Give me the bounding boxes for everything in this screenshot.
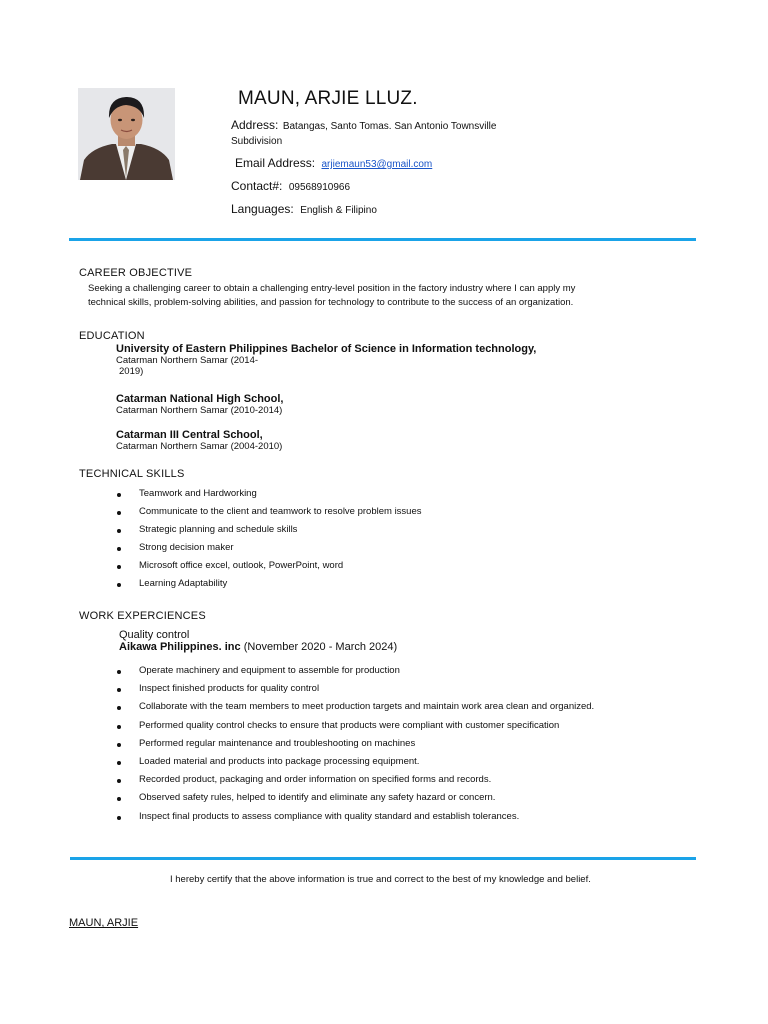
technical-skills-heading: TECHNICAL SKILLS — [79, 468, 185, 480]
bullet-icon — [117, 706, 121, 710]
list-item — [117, 578, 422, 596]
bullet-icon — [117, 816, 121, 820]
email-label: Email Address: — [235, 156, 316, 170]
languages-row — [231, 200, 377, 218]
job-header — [119, 629, 397, 653]
list-item — [117, 542, 422, 560]
list-item-text: Observed safety rules, helped to identify and eliminate any safety hazard or concern. — [139, 792, 496, 804]
school-name: University of Eastern Philippines Bachelor of Science in Information technology, — [116, 343, 537, 355]
bullet-icon — [117, 583, 121, 587]
career-objective-line: Seeking a challenging career to obtain a challenging entry-level position in the factory industry where I can apply my — [88, 283, 576, 294]
list-item-text: Microsoft office excel, outlook, PowerPoint, word — [139, 560, 344, 571]
email-row — [235, 154, 432, 172]
list-item — [117, 701, 594, 719]
school-detail-continued: 2019) — [119, 366, 144, 377]
job-company-row — [119, 641, 397, 653]
school-detail: Catarman Northern Samar (2004-2010) — [116, 441, 283, 452]
list-item-text: Inspect final products to assess compliance with quality standard and establish tolerances. — [139, 810, 520, 822]
contact-row — [231, 177, 350, 195]
career-objective-line: technical skills, problem-solving abilities, and passion for technology to contribute to the success of an organization. — [88, 297, 574, 308]
list-item — [117, 506, 422, 524]
bullet-icon — [117, 547, 121, 551]
list-item-text: Recorded product, packaging and order information on specified forms and records. — [139, 774, 492, 786]
list-item — [117, 524, 422, 542]
list-item-text: Performed quality control checks to ensure that products were compliant with customer specification — [139, 719, 560, 731]
bullet-icon — [117, 670, 121, 674]
bullet-icon — [117, 688, 121, 692]
address-line2: Subdivision — [231, 136, 283, 147]
list-item-text: Learning Adaptability — [139, 578, 228, 589]
bullet-icon — [117, 779, 121, 783]
list-item-text: Teamwork and Hardworking — [139, 488, 257, 499]
list-item — [117, 792, 594, 810]
school-detail: Catarman Northern Samar (2014- — [116, 355, 259, 366]
list-item-text: Strong decision maker — [139, 542, 234, 553]
languages-value: English & Filipino — [300, 205, 377, 216]
list-item-text: Communicate to the client and teamwork to resolve problem issues — [139, 506, 422, 517]
education-item — [116, 343, 536, 377]
email-link[interactable]: arjiemaun53@gmail.com — [321, 159, 433, 170]
list-item — [117, 774, 594, 792]
work-duties-list — [117, 665, 594, 829]
list-item-text: Inspect finished products for quality control — [139, 683, 320, 695]
skills-list — [117, 488, 422, 596]
profile-photo — [78, 88, 175, 180]
list-item — [117, 756, 594, 774]
education-item — [116, 429, 282, 452]
bullet-icon — [117, 743, 121, 747]
list-item — [117, 488, 422, 506]
school-name: Catarman III Central School, — [116, 429, 263, 441]
list-item-text: Performed regular maintenance and troubleshooting on machines — [139, 737, 416, 749]
footer-divider — [70, 857, 696, 860]
list-item — [117, 720, 594, 738]
job-period: (November 2020 - March 2024) — [243, 641, 398, 653]
school-detail: Catarman Northern Samar (2010-2014) — [116, 405, 283, 416]
list-item — [117, 811, 594, 829]
contact-value: 09568910966 — [288, 182, 351, 193]
list-item-text: Loaded material and products into package processing equipment. — [139, 755, 420, 767]
address-value: Batangas, Santo Tomas. San Antonio Townsville — [282, 121, 497, 132]
list-item-text: Strategic planning and schedule skills — [139, 524, 298, 535]
list-item-text: Operate machinery and equipment to assemble for production — [139, 665, 400, 676]
list-item — [117, 738, 594, 756]
list-item — [117, 665, 594, 683]
signature-name: MAUN, ARJIE — [69, 917, 139, 929]
contact-label: Contact#: — [231, 179, 283, 193]
job-company: Aikawa Philippines. inc — [119, 641, 241, 653]
list-item — [117, 683, 594, 701]
education-heading: EDUCATION — [79, 330, 145, 342]
school-name: Catarman National High School, — [116, 393, 284, 405]
bullet-icon — [117, 725, 121, 729]
address-label: Address: — [231, 118, 279, 132]
career-objective-text — [88, 282, 575, 310]
list-item — [117, 560, 422, 578]
bullet-icon — [117, 493, 121, 497]
certification-statement: I hereby certify that the above information is true and correct to the best of my knowledge and belief. — [170, 874, 591, 885]
applicant-name: MAUN, ARJIE LLUZ. — [238, 88, 418, 109]
languages-label: Languages: — [231, 202, 294, 216]
address-row — [231, 116, 496, 134]
bullet-icon — [117, 797, 121, 801]
bullet-icon — [117, 565, 121, 569]
list-item-text: Collaborate with the team members to meet production targets and maintain work area clean and organized. — [139, 701, 595, 713]
work-experiences-heading: WORK EXPERCIENCES — [79, 610, 206, 622]
career-objective-heading: CAREER OBJECTIVE — [79, 267, 193, 279]
education-item — [116, 393, 283, 416]
bullet-icon — [117, 511, 121, 515]
bullet-icon — [117, 761, 121, 765]
job-role: Quality control — [119, 629, 190, 641]
header-divider — [69, 238, 696, 241]
bullet-icon — [117, 529, 121, 533]
